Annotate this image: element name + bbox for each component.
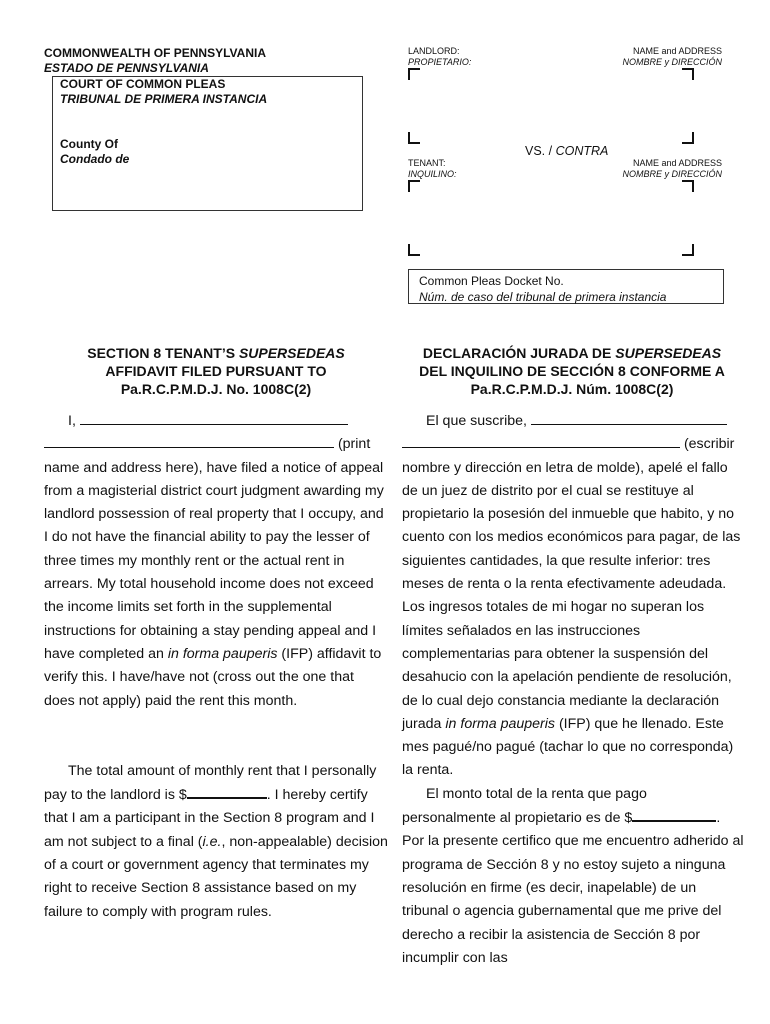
- intro-en: I,: [68, 413, 76, 429]
- intro-es: El que suscribe,: [426, 413, 527, 429]
- tenant-name-address-label: [560, 158, 722, 180]
- paragraph-es-2: [402, 783, 744, 970]
- title-es: [402, 344, 742, 398]
- title-en-line3: Pa.R.C.P.M.D.J. No. 1008C(2): [120, 381, 312, 397]
- title-en-line1: [44, 344, 388, 362]
- paragraph-es-1-end: (IFP) que he llenado. Este mes pagué/no pagué (tachar lo que no corresponda) la renta.: [402, 715, 734, 779]
- paragraph-en-1-text: name and address here), have filed a notice of appeal from a magisterial district court judgment awarding my landlord possession of real property that I occupy, and I do not have the financial ability to pay the lesser of three times my monthly rent or the actual rent in arrears. My total household income does not exceed the income limits set forth in the supplemental instructions for obtaining a stay pending appeal and I have completed an: [44, 459, 384, 662]
- name-address-blank-es-2[interactable]: [402, 433, 680, 448]
- county-label-es: Condado de: [60, 152, 130, 166]
- ifp-term-en: in forma pauperis: [167, 645, 278, 662]
- title-es-line1-b: SUPERSEDEAS: [615, 345, 722, 361]
- tenant-label-en: TENANT:: [408, 158, 446, 168]
- name-address-blank-es[interactable]: [531, 410, 727, 425]
- title-es-line1: [402, 344, 742, 362]
- landlord-label-es: PROPIETARIO:: [408, 57, 472, 67]
- commonwealth-es: ESTADO DE PENNSYLVANIA: [44, 61, 209, 75]
- docket-label-es: Núm. de caso del tribunal de primera instancia: [419, 290, 667, 304]
- title-en-line1-b: SUPERSEDEAS: [238, 345, 345, 361]
- certify-text-en: . I hereby certify that I am a participant in the Section 8 program and I am not subject to a final (: [44, 787, 375, 850]
- name-address-blank-en[interactable]: [80, 410, 348, 425]
- rent-amount-blank-en[interactable]: [187, 783, 267, 799]
- versus-es: CONTRA: [555, 144, 609, 158]
- body-en: [44, 410, 388, 924]
- corner-mark: [682, 132, 694, 144]
- corner-mark: [408, 68, 420, 80]
- landlord-name-address-en: NAME and ADDRESS: [632, 46, 722, 56]
- title-es-line3: Pa.R.C.P.M.D.J. Núm. 1008C(2): [470, 381, 674, 397]
- paragraph-es-1: [402, 410, 744, 783]
- commonwealth-en: COMMONWEALTH OF PENNSYLVANIA: [44, 46, 266, 60]
- paragraph-en-1-end: (IFP) affidavit to verify this. I have/have not (cross out the one that does not apply) paid the rent this month.: [44, 645, 382, 709]
- paragraph-es-1-text: nombre y dirección en letra de molde), apelé el fallo de un juez de distrito por el cual se restituye al propietario la posesión del inmueble que habito, y no cuento con los medios económicos para pagar, de las siguientes cantidades, la que resulte inferior: tres meses de renta o la renta efectivamente adeudada. Los ingresos totales de mi hogar no superan los límites señalados en las instrucciones complementarias para obtener la suspensión del desahucio con la apelación pendiente de resolución, de lo cual dejo constancia mediante la declaración jurada: [402, 459, 741, 732]
- tenant-label-es: INQUILINO:: [408, 169, 457, 179]
- docket-label-en: Common Pleas Docket No.: [419, 274, 564, 288]
- rent-amount-blank-es[interactable]: [632, 806, 716, 822]
- ifp-term-es: in forma pauperis: [445, 715, 556, 732]
- tenant-name-address-en: NAME and ADDRESS: [632, 158, 722, 168]
- court-name-en: COURT OF COMMON PLEAS: [60, 77, 226, 91]
- title-en: [44, 344, 388, 398]
- court-box: [52, 76, 363, 211]
- landlord-label-en: LANDLORD:: [408, 46, 460, 56]
- commonwealth-heading: [44, 46, 266, 76]
- title-en-line1-a: SECTION 8 TENANT’S: [87, 345, 239, 361]
- rent-text-en: The total amount of monthly rent that I personally pay to the landlord is $: [44, 762, 377, 804]
- versus-en: VS. /: [525, 144, 556, 158]
- title-es-line2: DEL INQUILINO DE SECCIÓN 8 CONFORME A: [419, 363, 725, 379]
- title-en-line2: AFFIDAVIT FILED PURSUANT TO: [105, 363, 327, 379]
- landlord-label: [408, 46, 471, 68]
- court-name-es: TRIBUNAL DE PRIMERA INSTANCIA: [60, 92, 268, 106]
- county-field[interactable]: [60, 137, 129, 167]
- corner-mark: [408, 244, 420, 256]
- tenant-name-address-es: NOMBRE y DIRECCIÓN: [622, 169, 722, 179]
- paragraph-en-1: [44, 410, 388, 713]
- certify-text-es: . Por la presente certifico que me encuentro adherido al programa de Sección 8 y no estoy sujeto a ninguna resolución en firme (es decir, inapelable) de un tribunal o agencia gubernamental que me prive del derecho a recibir la asistencia de Sección 8 por incumplir con las: [402, 810, 744, 966]
- title-es-line1-a: DECLARACIÓN JURADA DE: [422, 345, 616, 361]
- landlord-name-address-es: NOMBRE y DIRECCIÓN: [622, 57, 722, 67]
- docket-number-field[interactable]: [408, 269, 724, 304]
- corner-mark: [408, 132, 420, 144]
- corner-mark: [682, 244, 694, 256]
- county-label-en: County Of: [60, 137, 118, 151]
- corner-mark: [682, 180, 694, 192]
- print-note-es: (escribir: [680, 436, 735, 453]
- print-note-en: (print: [334, 436, 371, 453]
- paragraph-en-2: [44, 760, 388, 924]
- landlord-name-address-label: [560, 46, 722, 68]
- tenant-label: [408, 158, 457, 180]
- court-name: [60, 77, 267, 107]
- rent-text-es: El monto total de la renta que pago personalmente al propietario es de $: [402, 785, 647, 827]
- landlord-address-field[interactable]: [408, 68, 694, 144]
- name-address-blank-en-2[interactable]: [44, 433, 334, 448]
- certify-text-en-end: , non-appealable) decision of a court or government agency that terminates my right to receive Section 8 assistance based on my failure to comply with program rules.: [44, 833, 388, 920]
- tenant-address-field[interactable]: [408, 180, 694, 256]
- body-es: [402, 410, 744, 970]
- corner-mark: [408, 180, 420, 192]
- versus-label: [525, 144, 608, 158]
- ie-abbrev-en: i.e.: [202, 833, 222, 850]
- corner-mark: [682, 68, 694, 80]
